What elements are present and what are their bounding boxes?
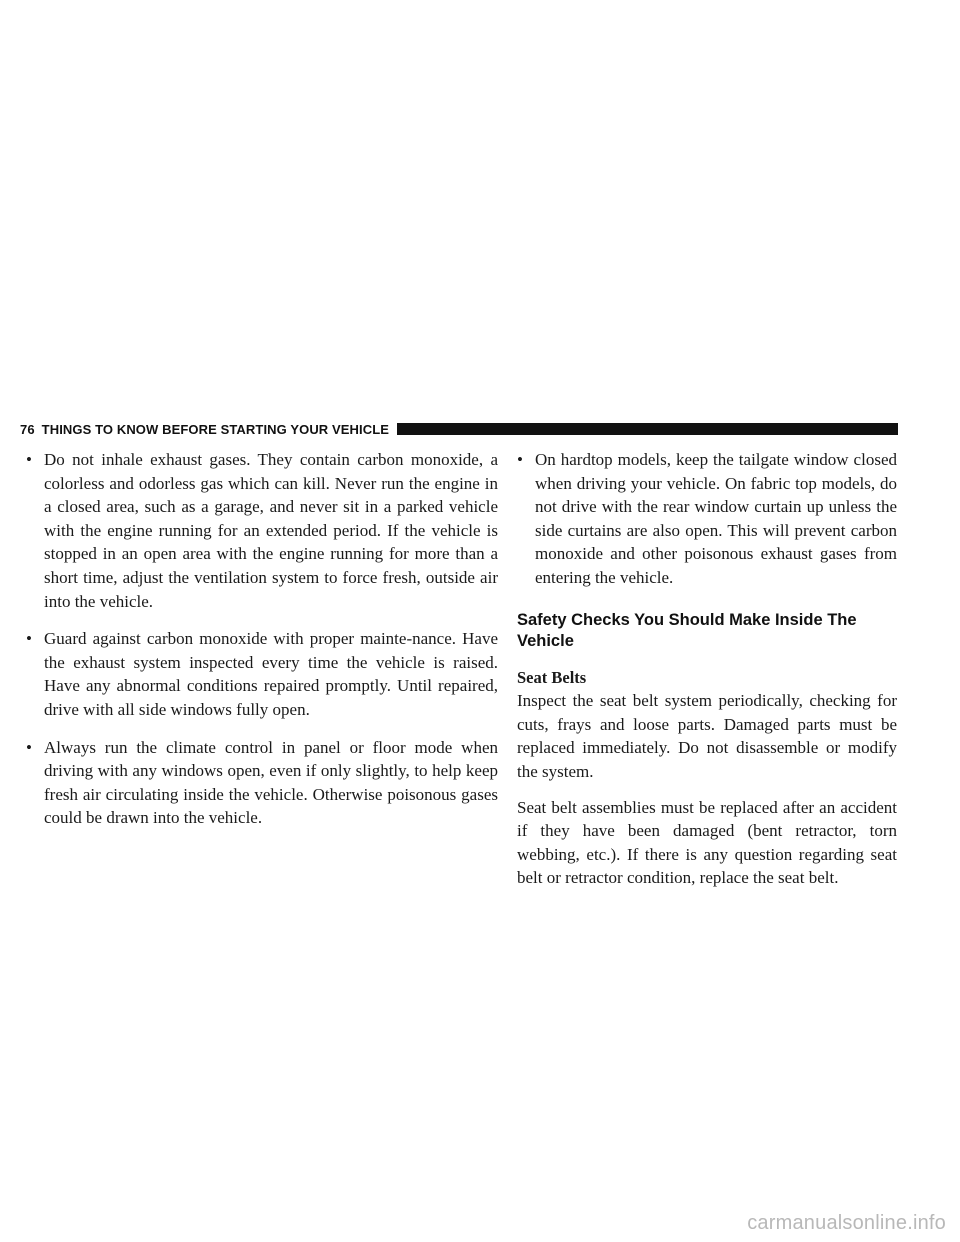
subsection-heading: Seat Belts — [517, 667, 587, 687]
bullet-icon: • — [26, 629, 32, 649]
section-header-title: THINGS TO KNOW BEFORE STARTING YOUR VEHICLE — [41, 421, 390, 437]
bullet-text: Guard against carbon monoxide with proper mainte-nance. Have the exhaust system inspected every time the vehicle is raised. Have any abnormal conditions repaired promptly. Until repaired, drive with all side windows fully open. — [44, 629, 498, 719]
page-header — [20, 419, 898, 439]
section-heading: Safety Checks You Should Make Inside The Vehicle — [517, 610, 857, 650]
bullet-item — [26, 448, 498, 613]
body-paragraph: Inspect the seat belt system periodically, checking for cuts, frays and loose parts. Damaged parts must be replaced immediately. Do not disassemble or modify the system. — [517, 691, 897, 781]
site-watermark: carmanualsonline.info — [747, 1212, 946, 1234]
bullet-icon: • — [26, 450, 32, 469]
bullet-text: Always run the climate control in panel or floor mode when driving with any windows open, even if only slightly, to help keep fresh air circulating inside the vehicle. Otherwise poisonous gases could be drawn into the vehicle. — [44, 737, 498, 828]
bullet-icon: • — [517, 450, 523, 469]
page-number: 76 — [20, 421, 35, 437]
right-column — [517, 448, 897, 902]
bullet-item — [26, 736, 498, 830]
body-paragraph: Seat belt assemblies must be replaced after an accident if they have been damaged (bent retractor, torn webbing, etc.). If there is any question regarding seat belt or retractor condition, replace the seat belt. — [517, 797, 897, 888]
header-rule — [397, 423, 898, 435]
left-column — [26, 448, 498, 844]
bullet-item — [517, 448, 897, 590]
bullet-text: Do not inhale exhaust gases. They contain carbon monoxide, a colorless and odorless gas which can kill. Never run the engine in a closed area, such as a garage, and never sit in a parked vehicle with the engine running for an extended period. If the vehicle is stopped in an open area with the engine running for more than a short time, adjust the ventilation system to force fresh, outside air into the vehicle. — [44, 450, 498, 611]
bullet-text: On hardtop models, keep the tailgate window closed when driving your vehicle. On fabric top models, do not drive with the rear window curtain up unless the side curtains are also open. This will prevent carbon monoxide and other poisonous exhaust gases from entering the vehicle. — [535, 450, 897, 587]
bullet-item — [26, 627, 498, 721]
bullet-icon: • — [26, 737, 32, 757]
